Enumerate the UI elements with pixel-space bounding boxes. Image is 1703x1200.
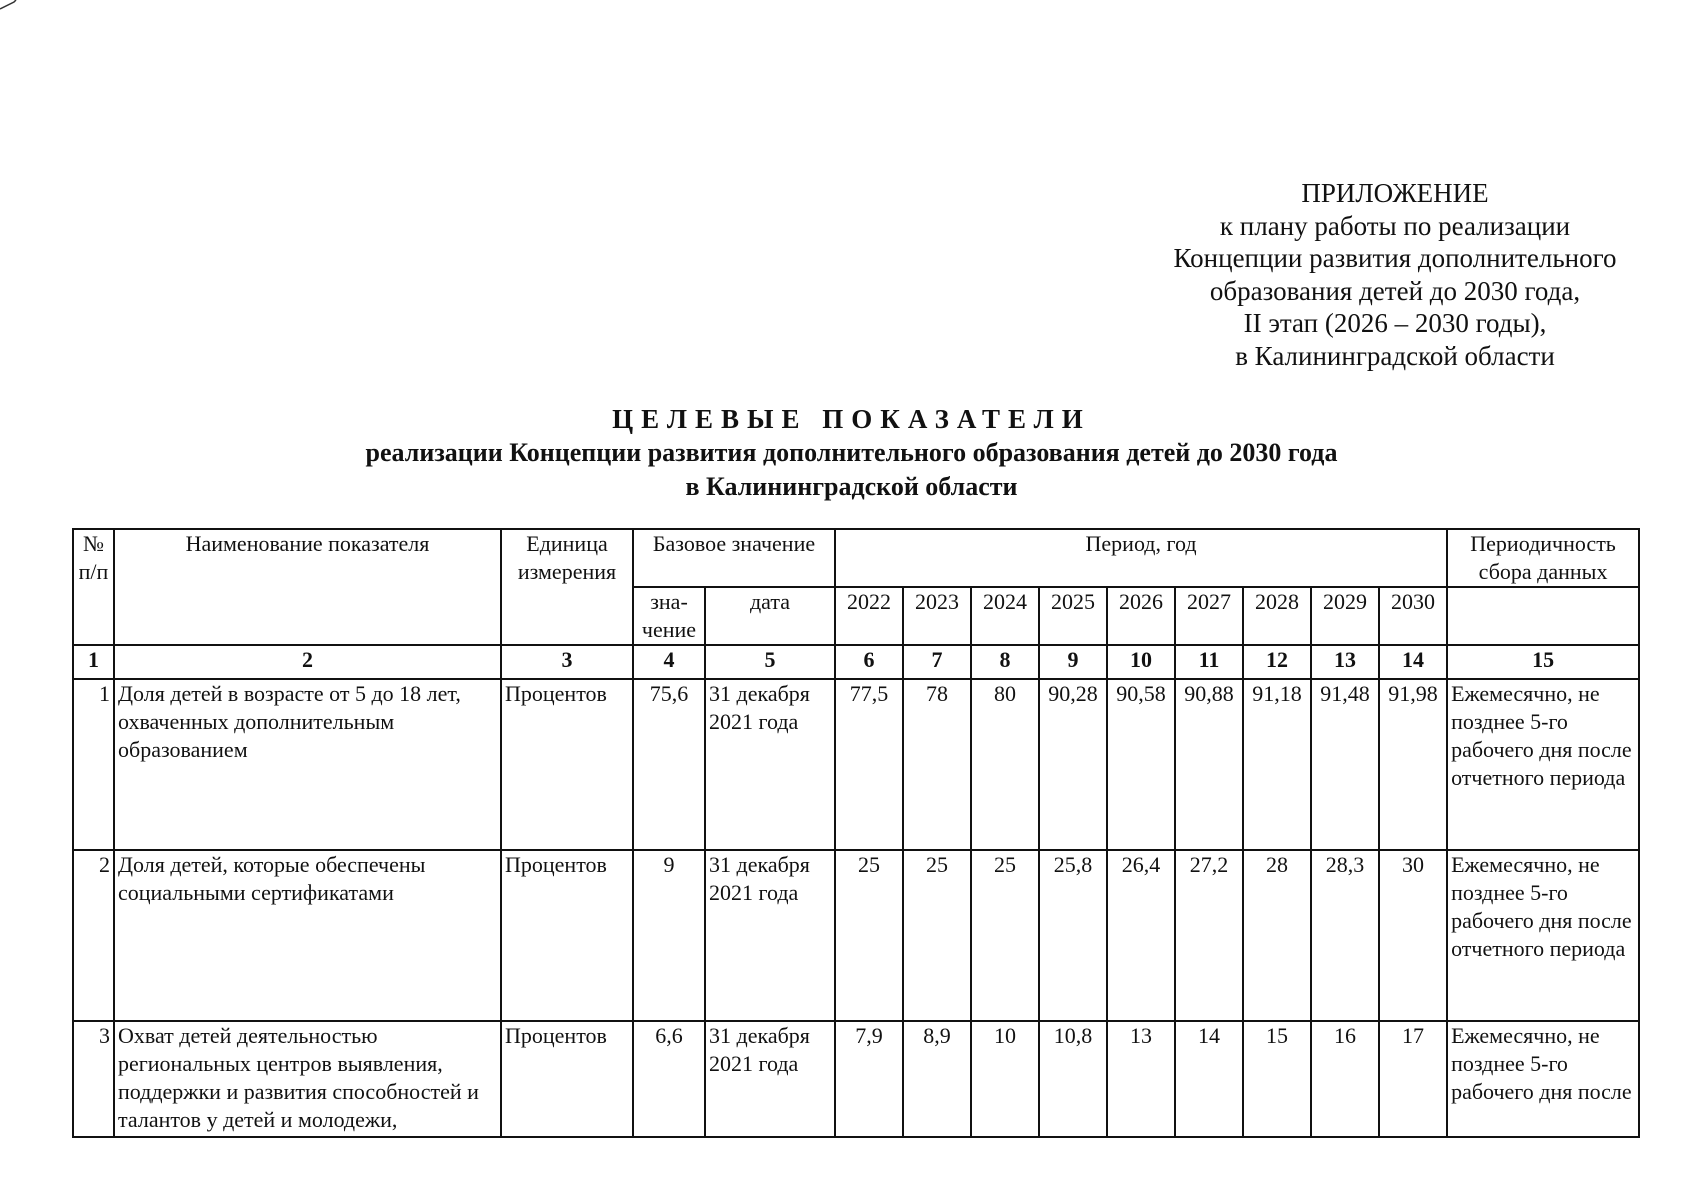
row-value: 25,8 xyxy=(1039,850,1107,1021)
row-value: 13 xyxy=(1107,1021,1175,1137)
row-value: 77,5 xyxy=(835,679,903,850)
header-empty xyxy=(1447,587,1639,645)
document-title xyxy=(0,402,1703,504)
header-unit: Единица измерения xyxy=(501,529,633,645)
appendix-block xyxy=(1130,177,1660,373)
row-base-value: 6,6 xyxy=(633,1021,705,1137)
row-name: Доля детей в возрасте от 5 до 18 лет, охваченных дополнительным образованием xyxy=(114,679,501,850)
row-unit: Процентов xyxy=(501,679,633,850)
row-base-value: 9 xyxy=(633,850,705,1021)
column-number: 13 xyxy=(1311,645,1379,679)
row-name: Охват детей деятельностью региональных центров выявления, поддержки и развития способностей и талантов у детей и молодежи, xyxy=(114,1021,501,1137)
row-value: 17 xyxy=(1379,1021,1447,1137)
header-year: 2026 xyxy=(1107,587,1175,645)
column-number: 8 xyxy=(971,645,1039,679)
row-value: 90,58 xyxy=(1107,679,1175,850)
header-year: 2027 xyxy=(1175,587,1243,645)
column-number: 6 xyxy=(835,645,903,679)
row-value: 91,98 xyxy=(1379,679,1447,850)
title-line: реализации Концепции развития дополнительного образования детей до 2030 года xyxy=(365,438,1338,467)
row-value: 28 xyxy=(1243,850,1311,1021)
column-number: 5 xyxy=(705,645,835,679)
header-name: Наименование показателя xyxy=(114,529,501,645)
appendix-line: Концепции развития дополнительного xyxy=(1173,243,1617,274)
row-value: 15 xyxy=(1243,1021,1311,1137)
row-value: 26,4 xyxy=(1107,850,1175,1021)
appendix-line: II этап (2026 – 2030 годы), xyxy=(1243,308,1547,339)
table-row xyxy=(73,679,1639,850)
row-value: 91,48 xyxy=(1311,679,1379,850)
table-row xyxy=(73,1021,1639,1137)
appendix-line: к плану работы по реализации xyxy=(1219,210,1571,241)
appendix-line: в Калининградской области xyxy=(1235,340,1555,371)
row-value: 25 xyxy=(971,850,1039,1021)
row-value: 28,3 xyxy=(1311,850,1379,1021)
row-value: 10,8 xyxy=(1039,1021,1107,1137)
row-value: 10 xyxy=(971,1021,1039,1137)
row-value: 78 xyxy=(903,679,971,850)
row-num: 2 xyxy=(73,850,114,1021)
row-value: 91,18 xyxy=(1243,679,1311,850)
header-year: 2024 xyxy=(971,587,1039,645)
row-value: 16 xyxy=(1311,1021,1379,1137)
row-value: 7,9 xyxy=(835,1021,903,1137)
row-value: 27,2 xyxy=(1175,850,1243,1021)
column-number: 9 xyxy=(1039,645,1107,679)
column-number: 11 xyxy=(1175,645,1243,679)
row-num: 1 xyxy=(73,679,114,850)
header-period: Период, год xyxy=(835,529,1447,587)
row-num: 3 xyxy=(73,1021,114,1137)
row-value: 80 xyxy=(971,679,1039,850)
column-number: 14 xyxy=(1379,645,1447,679)
column-number: 7 xyxy=(903,645,971,679)
row-unit: Процентов xyxy=(501,850,633,1021)
row-frequency: Ежемесячно, не позднее 5-го рабочего дня после отчетного периода xyxy=(1447,679,1639,850)
header-year: 2028 xyxy=(1243,587,1311,645)
header-year: 2030 xyxy=(1379,587,1447,645)
row-value: 30 xyxy=(1379,850,1447,1021)
column-number: 2 xyxy=(114,645,501,679)
title-line: в Калининградской области xyxy=(685,472,1018,501)
header-year: 2029 xyxy=(1311,587,1379,645)
column-number: 10 xyxy=(1107,645,1175,679)
row-base-date: 31 декабря 2021 года xyxy=(705,679,835,850)
header-base-date: дата xyxy=(705,587,835,645)
row-value: 90,88 xyxy=(1175,679,1243,850)
row-base-date: 31 декабря 2021 года xyxy=(705,1021,835,1137)
row-name: Доля детей, которые обеспечены социальными сертификатами xyxy=(114,850,501,1021)
column-number: 3 xyxy=(501,645,633,679)
header-base: Базовое значение xyxy=(633,529,835,587)
row-value: 8,9 xyxy=(903,1021,971,1137)
column-number: 15 xyxy=(1447,645,1639,679)
table-row xyxy=(73,850,1639,1021)
row-base-value: 75,6 xyxy=(633,679,705,850)
scan-mark xyxy=(0,0,18,10)
row-base-date: 31 декабря 2021 года xyxy=(705,850,835,1021)
column-number: 4 xyxy=(633,645,705,679)
column-number: 12 xyxy=(1243,645,1311,679)
appendix-line: ПРИЛОЖЕНИЕ xyxy=(1301,178,1489,208)
row-value: 25 xyxy=(903,850,971,1021)
row-value: 25 xyxy=(835,850,903,1021)
row-value: 14 xyxy=(1175,1021,1243,1137)
indicators-table xyxy=(72,528,1640,1138)
header-base-value: зна-чение xyxy=(633,587,705,645)
column-number: 1 xyxy=(73,645,114,679)
header-num: № п/п xyxy=(73,529,114,645)
appendix-line: образования детей до 2030 года, xyxy=(1209,275,1581,306)
header-frequency: Периодичность сбора данных xyxy=(1447,529,1639,587)
title-heading: ЦЕЛЕВЫЕ ПОКАЗАТЕЛИ xyxy=(612,404,1091,434)
row-unit: Процентов xyxy=(501,1021,633,1137)
row-frequency: Ежемесячно, не позднее 5-го рабочего дня после отчетного периода xyxy=(1447,850,1639,1021)
header-year: 2025 xyxy=(1039,587,1107,645)
header-year: 2023 xyxy=(903,587,971,645)
row-value: 90,28 xyxy=(1039,679,1107,850)
header-year: 2022 xyxy=(835,587,903,645)
row-frequency: Ежемесячно, не позднее 5-го рабочего дня после xyxy=(1447,1021,1639,1137)
